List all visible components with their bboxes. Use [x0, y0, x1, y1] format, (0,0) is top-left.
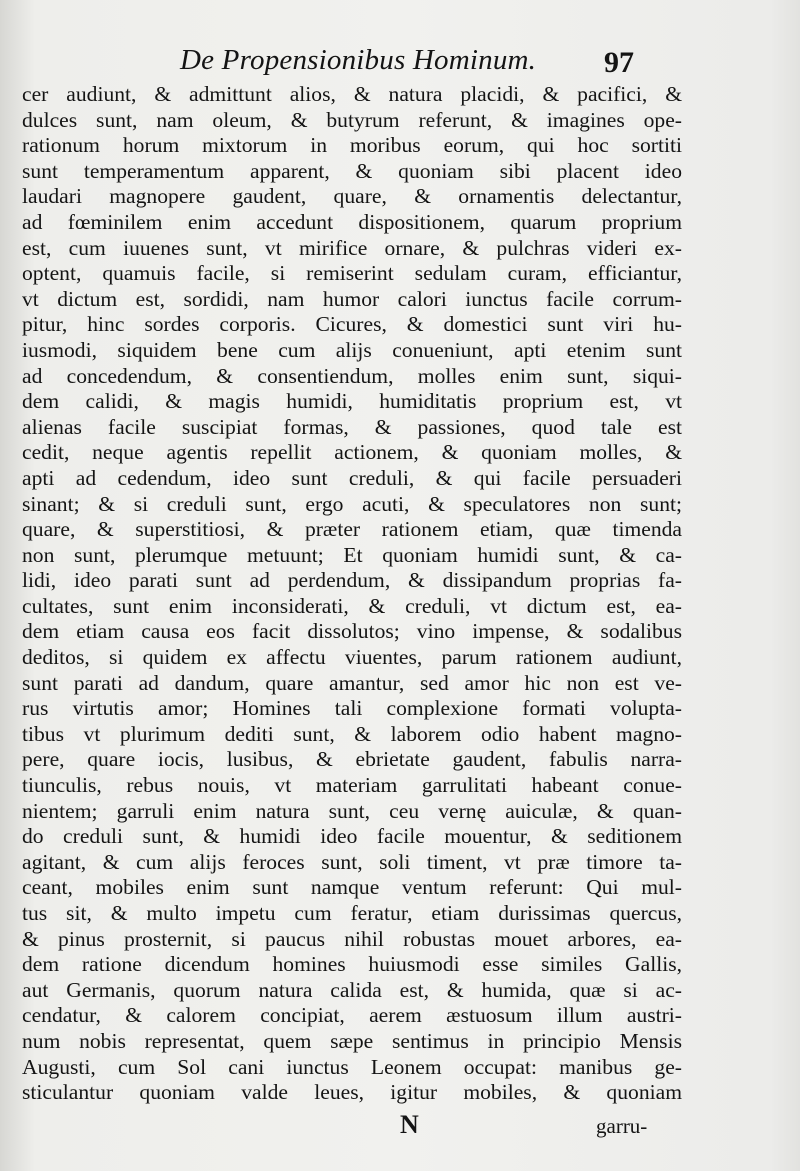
text-line: quare, & superstitiosi, & præter rationem etiam, quæ timenda — [22, 517, 682, 542]
catchword: garru- — [596, 1114, 648, 1138]
text-line: iusmodi, siquidem bene cum alijs conueniunt, apti etenim sunt — [22, 337, 682, 362]
text-line: vt dictum est, sordidi, nam humor calori iunctus facile corrum- — [22, 286, 682, 311]
text-line: ceant, mobiles enim sunt namque ventum referunt: Qui mul- — [22, 875, 682, 900]
text-line: non sunt, plerumque metuunt; Et quoniam humidi sunt, & ca- — [22, 542, 682, 567]
text-line: cedit, neque agentis repellit actionem, & quoniam molles, & — [22, 440, 682, 465]
text-line: tibus vt plurimum dediti sunt, & laborem odio habent magno- — [22, 721, 682, 746]
signature-mark: N — [400, 1110, 419, 1139]
text-line: rus virtutis amor; Homines tali complexione formati volupta- — [22, 696, 682, 721]
text-line: rationum horum mixtorum in moribus eorum, qui hoc sortiti — [22, 133, 682, 158]
body-text — [22, 82, 682, 1106]
text-line: tiunculis, rebus nouis, vt materiam garrulitati habeant conue- — [22, 773, 682, 798]
text-line: dem etiam causa eos facit dissolutos; vino impense, & sodalibus — [22, 619, 682, 644]
running-title: De Propensionibus Hominum. — [180, 44, 537, 76]
text-line: do creduli sunt, & humidi ideo facile mouentur, & seditionem — [22, 824, 682, 849]
text-line: sinant; & si creduli sunt, ergo acuti, & speculatores non sunt; — [22, 491, 682, 516]
text-line: pitur, hinc sordes corporis. Cicures, & domestici sunt viri hu- — [22, 312, 682, 337]
text-line: optent, quamuis facile, si remiserint sedulam curam, efficiantur, — [22, 261, 682, 286]
text-line: laudari magnopere gaudent, quare, & ornamentis delectantur, — [22, 184, 682, 209]
text-line: cultates, sunt enim inconsiderati, & creduli, vt dictum est, ea- — [22, 593, 682, 618]
text-line: cer audiunt, & admittunt alios, & natura placidi, & pacifici, & — [22, 82, 682, 106]
text-line: apti ad cedendum, ideo sunt creduli, & qui facile persuaderi — [22, 465, 682, 490]
text-line: ad concedendum, & consentiendum, molles enim sunt, siqui- — [22, 363, 682, 388]
text-line: sticulantur quoniam valde leues, igitur mobiles, & quoniam — [22, 1080, 682, 1105]
text-line: cendatur, & calorem concipiat, aerem æstuosum illum austri- — [22, 1003, 682, 1028]
text-line: & pinus prosternit, si paucus nihil robustas mouet arbores, ea- — [22, 926, 682, 951]
text-line: lidi, ideo parati sunt ad perdendum, & dissipandum proprias fa- — [22, 568, 682, 593]
page-number: 97 — [604, 46, 634, 79]
text-line: dem ratione dicendum homines huiusmodi esse similes Gallis, — [22, 952, 682, 977]
running-head — [0, 44, 800, 84]
text-line: sunt parati ad dandum, quare amantur, sed amor hic non est ve- — [22, 670, 682, 695]
text-line: sunt temperamentum apparent, & quoniam sibi placent ideo — [22, 158, 682, 183]
text-line: agitant, & cum alijs feroces sunt, soli timent, vt præ timore ta- — [22, 849, 682, 874]
text-line: alienas facile suscipiat formas, & passiones, quod tale est — [22, 414, 682, 439]
text-line: aut Germanis, quorum natura calida est, & humida, quæ si ac- — [22, 977, 682, 1002]
text-line: num nobis representat, quem sæpe sentimus in principio Mensis — [22, 1028, 682, 1053]
text-line: Augusti, cum Sol cani iunctus Leonem occupat: manibus ge- — [22, 1054, 682, 1079]
text-line: deditos, si quidem ex affectu viuentes, parum rationem audiunt, — [22, 645, 682, 670]
text-line: tus sit, & multo impetu cum feratur, etiam durissimas quercus, — [22, 901, 682, 925]
text-line: est, cum iuuenes sunt, vt mirifice ornare, & pulchras videri ex- — [22, 235, 682, 260]
text-line: ad fœminilem enim accedunt dispositionem, quarum proprium — [22, 209, 682, 234]
text-line: pere, quare iocis, lusibus, & ebrietate gaudent, fabulis narra- — [22, 747, 682, 772]
text-line: dem calidi, & magis humidi, humiditatis proprium est, vt — [22, 389, 682, 414]
text-line: nientem; garruli enim natura sunt, ceu vernę auiculæ, & quan- — [22, 798, 682, 823]
text-line: dulces sunt, nam oleum, & butyrum referunt, & imagines ope- — [22, 107, 682, 132]
page-footer — [0, 1110, 800, 1150]
